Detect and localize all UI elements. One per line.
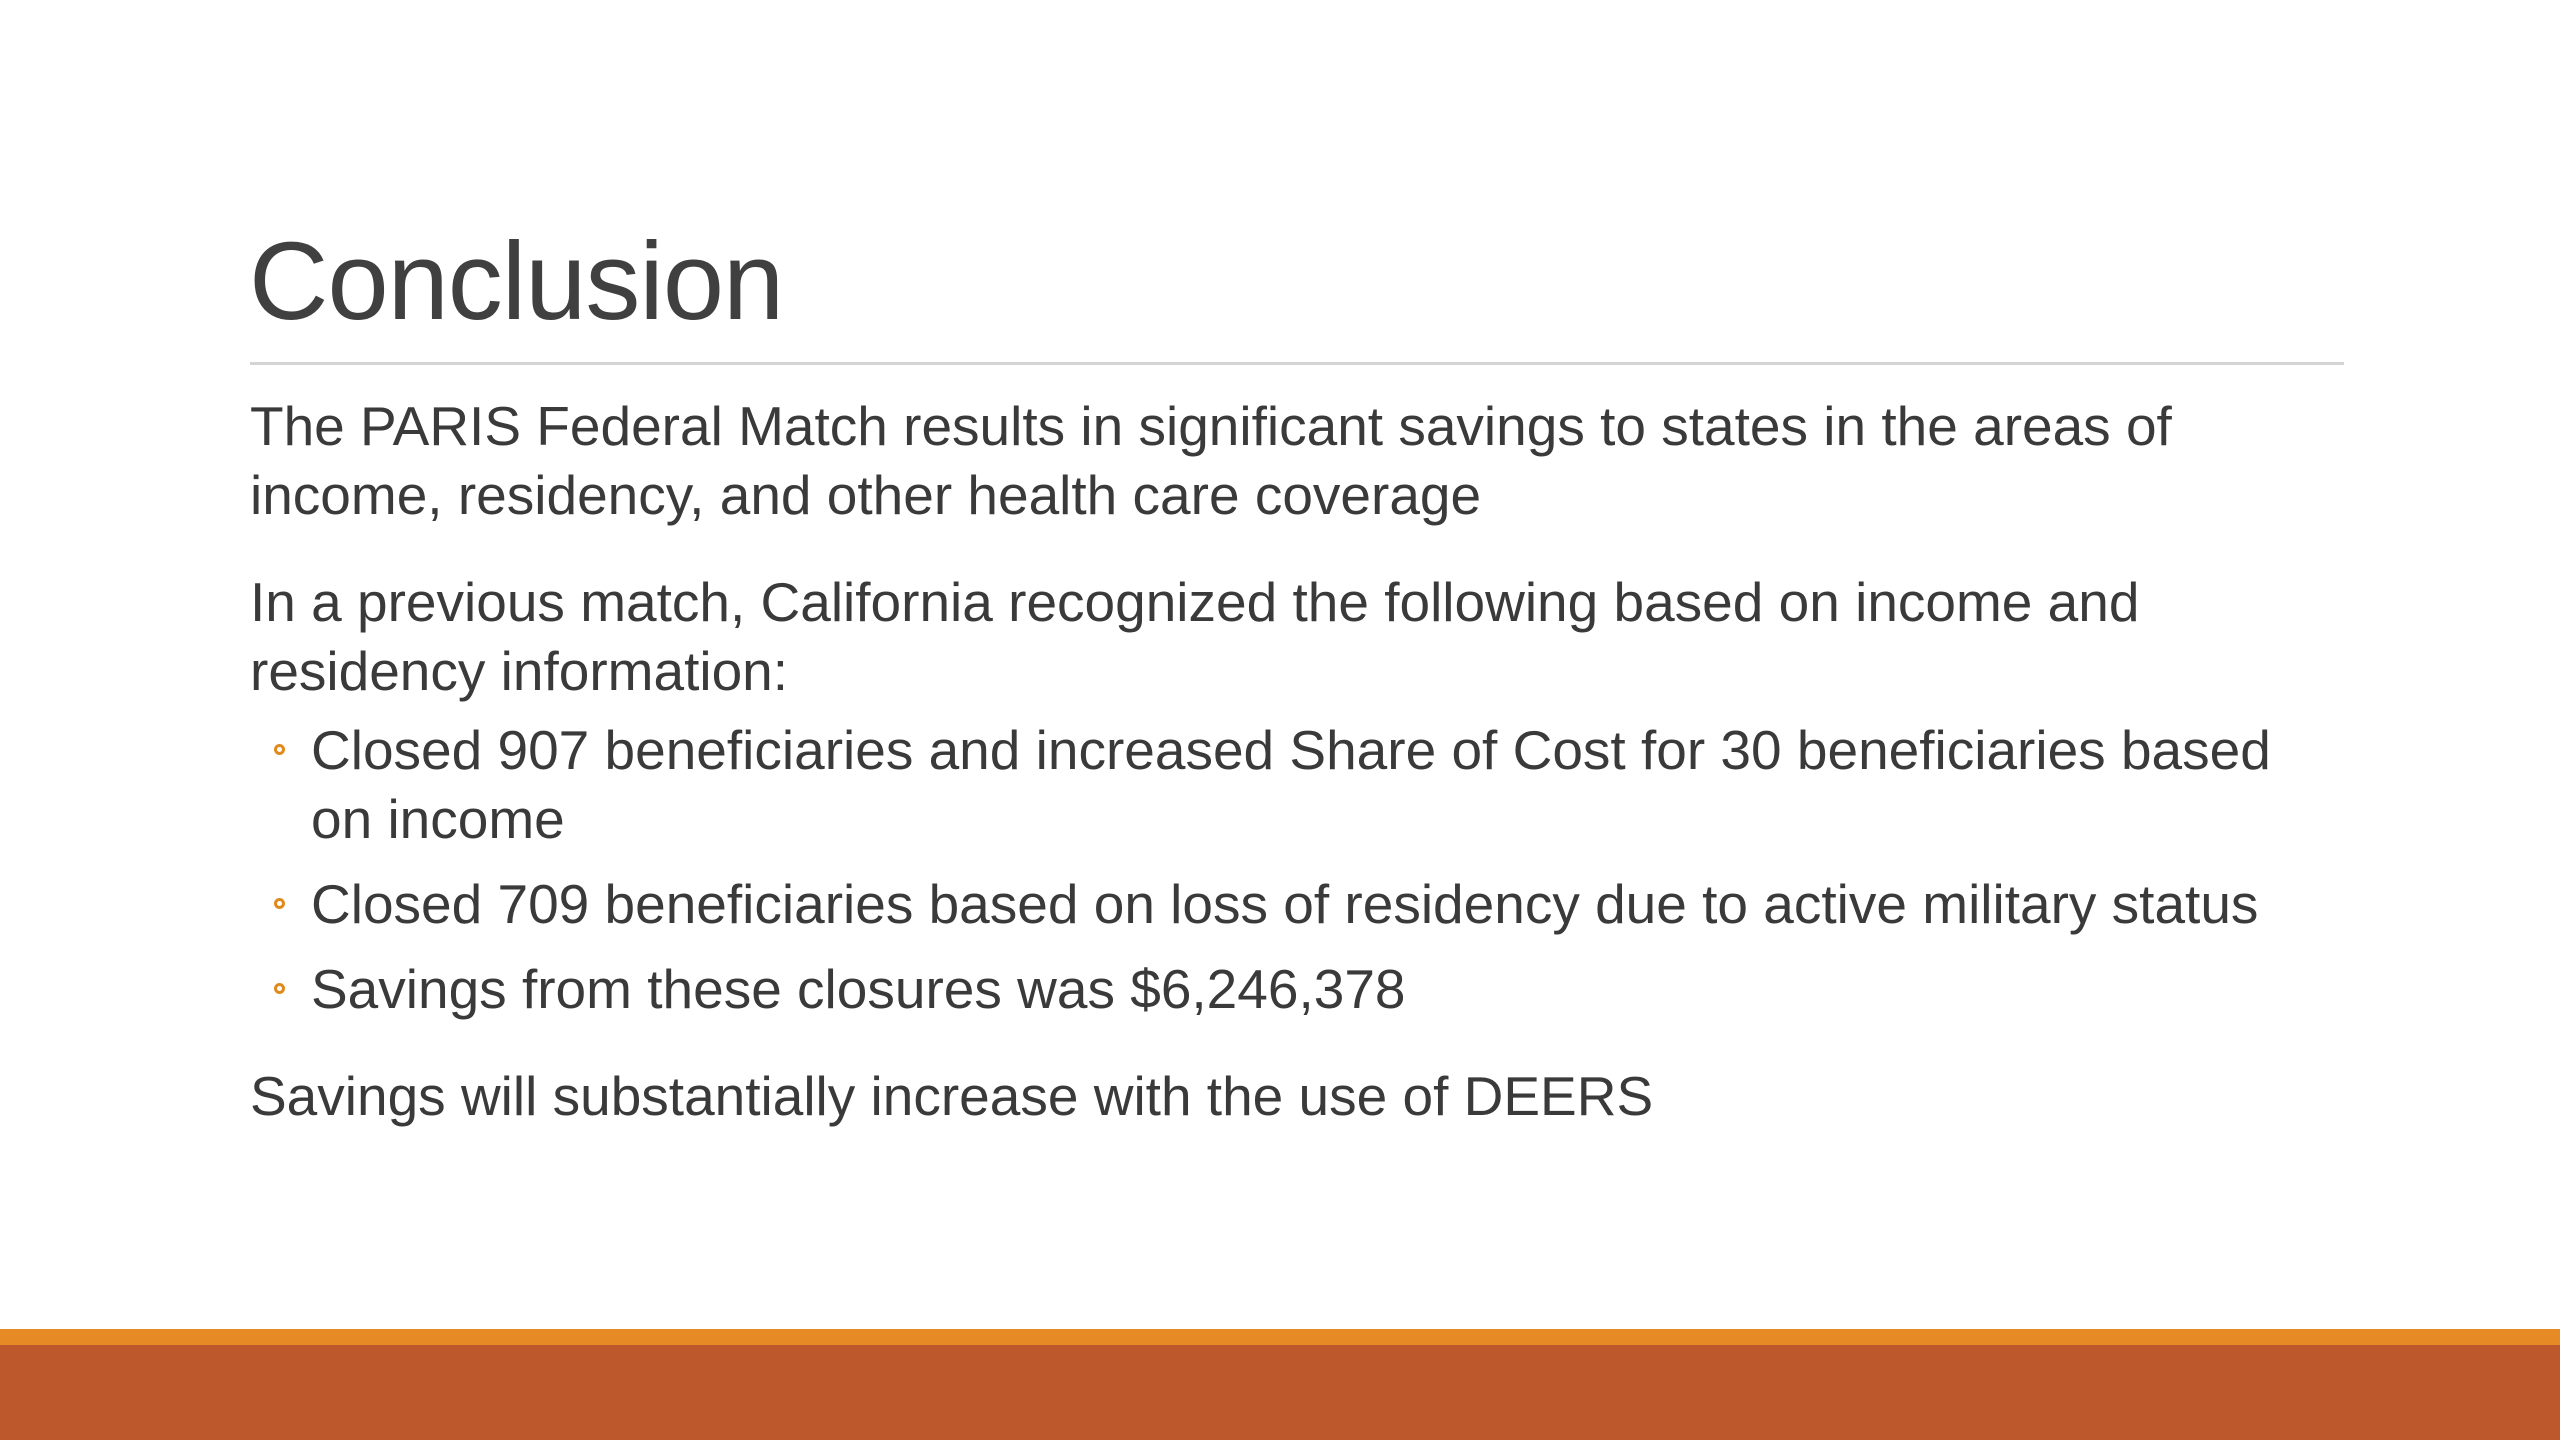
footer-accent-stripe <box>0 1329 2560 1345</box>
circle-outline-icon <box>274 983 285 994</box>
slide-body <box>250 392 2310 1169</box>
footer-band <box>0 1345 2560 1440</box>
circle-outline-icon <box>274 744 285 755</box>
bullet-text: Savings from these closures was $6,246,378 <box>311 958 1406 1020</box>
bullet-text: Closed 907 beneficiaries and increased Share of Cost for 30 beneficiaries based on income <box>311 719 2271 850</box>
bullet-list <box>250 716 2310 1024</box>
slide-title: Conclusion <box>249 220 784 343</box>
bullet-item <box>250 955 2310 1024</box>
closing-paragraph: Savings will substantially increase with the use of DEERS <box>250 1065 1654 1127</box>
bullet-text: Closed 709 beneficiaries based on loss of residency due to active military status <box>311 873 2259 935</box>
body-paragraph: The PARIS Federal Match results in significant savings to states in the areas of income, residency, and other health care coverage <box>250 395 2172 526</box>
body-paragraph: In a previous match, California recognized the following based on income and residency information: <box>250 571 2140 702</box>
circle-outline-icon <box>274 898 285 909</box>
bullet-item <box>250 870 2310 939</box>
title-divider <box>250 362 2344 365</box>
bullet-item <box>250 716 2310 854</box>
